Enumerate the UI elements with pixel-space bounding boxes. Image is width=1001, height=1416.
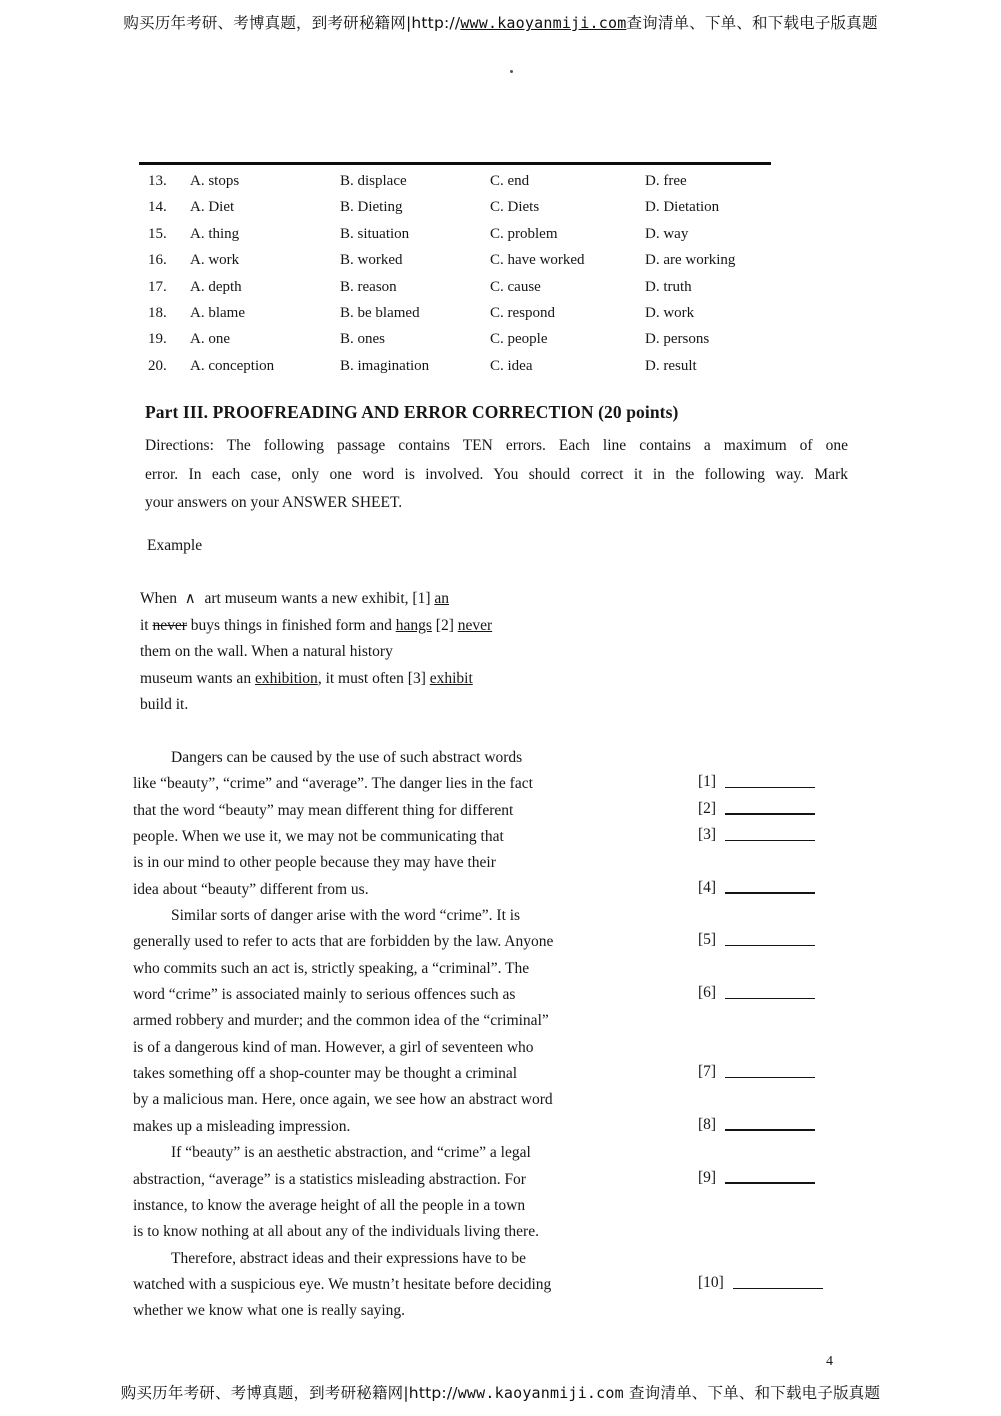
example-heading: Example <box>147 537 203 554</box>
option-cell: B. situation <box>340 225 410 242</box>
option-cell: C. respond <box>490 304 555 321</box>
option-cell: C. idea <box>490 357 533 374</box>
passage-line: idea about “beauty” different from us. <box>133 880 369 898</box>
blank-rule <box>725 998 815 1000</box>
example-segment: [2] <box>431 616 458 634</box>
option-cell: B. Dieting <box>340 199 403 216</box>
example-line <box>140 586 492 613</box>
directions-line: Directions: The following passage contains TEN errors. Each line contains a maximum of one <box>145 437 848 454</box>
option-cell: B. ones <box>340 331 385 348</box>
example-segment: build it. <box>140 696 189 714</box>
example-segment: never <box>457 616 493 634</box>
example-line <box>140 692 492 719</box>
example-line <box>140 613 492 640</box>
example-segment: , it must often [3] <box>317 669 430 687</box>
example-passage <box>140 586 492 719</box>
answer-blank <box>698 931 815 949</box>
passage-line: abstraction, “average” is a statistics misleading abstraction. For <box>133 1170 526 1188</box>
passage-line: If “beauty” is an aesthetic abstraction, and “crime” a legal <box>171 1144 531 1162</box>
passage-line: people. When we use it, we may not be communicating that <box>133 828 504 846</box>
blank-rule <box>725 1129 815 1131</box>
question-number: 15. <box>148 225 167 242</box>
directions-line: error. In each case, only one word is involved. You should correct it in the following way. Mark <box>145 465 848 483</box>
option-cell: C. have worked <box>490 252 585 269</box>
option-cell: C. people <box>490 331 548 348</box>
answer-blank <box>698 1116 815 1134</box>
passage-line: armed robbery and murder; and the common idea of the “criminal” <box>133 1012 549 1030</box>
blank-label: [6] <box>698 984 717 1002</box>
answer-blank <box>698 773 815 791</box>
page-header <box>0 11 1001 33</box>
blank-label: [9] <box>698 1168 717 1186</box>
option-cell: C. cause <box>490 278 541 295</box>
header-url: www.kaoyanmiji.com <box>460 14 627 32</box>
blank-rule <box>725 840 815 842</box>
blank-rule <box>725 945 815 947</box>
question-number: 17. <box>148 278 167 295</box>
blank-rule <box>725 892 815 894</box>
blank-rule <box>725 1077 815 1079</box>
question-number: 19. <box>148 331 167 348</box>
passage-line: instance, to know the average height of all the people in a town <box>133 1196 526 1214</box>
passage-line: word “crime” is associated mainly to serious offences such as <box>133 986 516 1004</box>
example-segment: hangs <box>395 616 432 634</box>
footer-url: www.kaoyanmiji.com <box>457 1384 624 1402</box>
blank-label: [1] <box>698 773 717 791</box>
example-segment: exhibition <box>254 669 318 687</box>
question-row <box>130 300 850 326</box>
passage-line: takes something off a shop-counter may be thought a criminal <box>133 1065 518 1083</box>
option-cell: A. conception <box>190 357 275 374</box>
blank-label: [5] <box>698 931 717 949</box>
example-segment: When <box>140 590 185 607</box>
option-cell: D. persons <box>645 331 710 348</box>
question-number: 16. <box>148 252 167 269</box>
question-row <box>130 194 850 220</box>
option-cell: C. problem <box>490 225 558 242</box>
insertion-caret: ∧ <box>184 591 197 607</box>
option-cell: D. free <box>645 173 687 189</box>
passage-line: Similar sorts of danger arise with the word “crime”. It is <box>171 907 521 925</box>
option-cell: A. one <box>190 331 230 348</box>
table-top-rule <box>139 162 771 165</box>
blank-rule <box>725 1182 815 1184</box>
blank-label: [2] <box>698 799 717 817</box>
option-cell: D. Dietation <box>645 199 720 216</box>
page-number: 4 <box>826 1354 833 1369</box>
question-number: 20. <box>148 357 167 374</box>
header-text-pre: 购买历年考研、考博真题，到考研秘籍网|http:// <box>123 14 461 32</box>
passage-line: like “beauty”, “crime” and “average”. The danger lies in the fact <box>133 775 533 793</box>
question-number: 18. <box>148 304 167 321</box>
option-cell: D. truth <box>645 278 692 295</box>
blank-label: [4] <box>698 878 717 896</box>
option-cell: A. work <box>190 252 240 269</box>
option-cell: B. worked <box>340 252 403 269</box>
passage-line: whether we know what one is really saying. <box>133 1302 406 1320</box>
option-cell: B. reason <box>340 278 397 295</box>
footer-text-post: 查询清单、下单、和下载电子版真题 <box>623 1384 881 1402</box>
question-row <box>130 247 850 273</box>
scan-artifact-dot <box>510 70 513 73</box>
option-cell: D. way <box>645 225 689 242</box>
mc-options-table <box>130 168 850 379</box>
answer-blank <box>698 1169 815 1187</box>
example-line <box>140 639 492 666</box>
blank-rule <box>725 813 815 815</box>
option-cell: D. work <box>645 304 695 321</box>
option-cell: B. displace <box>340 173 407 189</box>
passage-line: Therefore, abstract ideas and their expressions have to be <box>171 1249 527 1267</box>
part3-heading: Part III. PROOFREADING AND ERROR CORRECTION (20 points) <box>145 402 679 422</box>
example-segment: art museum wants a new exhibit, [1] <box>196 590 435 607</box>
passage-line: watched with a suspicious eye. We mustn’t hesitate before deciding <box>133 1275 552 1293</box>
question-row <box>130 274 850 300</box>
page-footer <box>0 1381 1001 1403</box>
header-text-post: 查询清单、下单、和下载电子版真题 <box>626 14 878 32</box>
question-row <box>130 353 850 379</box>
example-segment: never <box>152 616 187 634</box>
option-cell: A. stops <box>190 173 240 189</box>
answer-blank <box>698 1274 823 1292</box>
question-number: 14. <box>148 199 167 216</box>
blank-rule <box>733 1288 823 1290</box>
blank-label: [3] <box>698 826 717 844</box>
passage-line: is to know nothing at all about any of the individuals living there. <box>133 1223 539 1241</box>
blank-rule <box>725 787 815 789</box>
passage-line: is of a dangerous kind of man. However, a girl of seventeen who <box>133 1038 534 1056</box>
answer-blank <box>698 800 815 818</box>
option-cell: C. end <box>490 173 530 189</box>
option-cell: D. result <box>645 357 697 374</box>
example-segment: them on the wall. When a natural history <box>140 643 393 661</box>
example-segment: an <box>434 590 449 607</box>
option-cell: C. Diets <box>490 199 540 216</box>
blank-label: [8] <box>698 1115 717 1133</box>
option-cell: D. are working <box>645 252 736 269</box>
passage-line: is in our mind to other people because they may have their <box>133 854 496 872</box>
passage-line: generally used to refer to acts that are forbidden by the law. Anyone <box>133 933 554 951</box>
example-segment: museum wants an <box>140 669 255 687</box>
passage-line: who commits such an act is, strictly speaking, a “criminal”. The <box>133 959 530 977</box>
proofreading-passage <box>133 745 673 1325</box>
example-segment: buys things in finished form and <box>186 616 396 634</box>
question-row <box>130 326 850 352</box>
passage-line: by a malicious man. Here, once again, we see how an abstract word <box>133 1091 553 1109</box>
directions-line: your answers on your ANSWER SHEET. <box>145 494 403 512</box>
passage-line: that the word “beauty” may mean different thing for different <box>133 801 514 819</box>
example-segment: exhibit <box>429 669 473 687</box>
answer-blank <box>698 826 815 844</box>
passage-line: Dangers can be caused by the use of such abstract words <box>171 749 523 766</box>
option-cell: A. depth <box>190 278 242 295</box>
option-cell: B. be blamed <box>340 304 420 321</box>
example-segment: it <box>140 616 153 634</box>
answer-blank <box>698 1063 815 1081</box>
question-number: 13. <box>148 173 167 189</box>
question-row <box>130 221 850 247</box>
option-cell: B. imagination <box>340 357 430 374</box>
answer-blank <box>698 984 815 1002</box>
option-cell: A. Diet <box>190 199 235 216</box>
option-cell: A. blame <box>190 304 245 321</box>
blank-label: [10] <box>698 1274 724 1291</box>
answer-blank <box>698 879 815 897</box>
blank-label: [7] <box>698 1063 717 1081</box>
directions-text <box>145 432 848 518</box>
example-line <box>140 666 492 693</box>
passage-line: makes up a misleading impression. <box>133 1117 351 1135</box>
footer-text-pre: 购买历年考研、考博真题，到考研秘籍网|http:// <box>120 1384 458 1402</box>
question-row <box>130 168 850 194</box>
option-cell: A. thing <box>190 225 240 242</box>
